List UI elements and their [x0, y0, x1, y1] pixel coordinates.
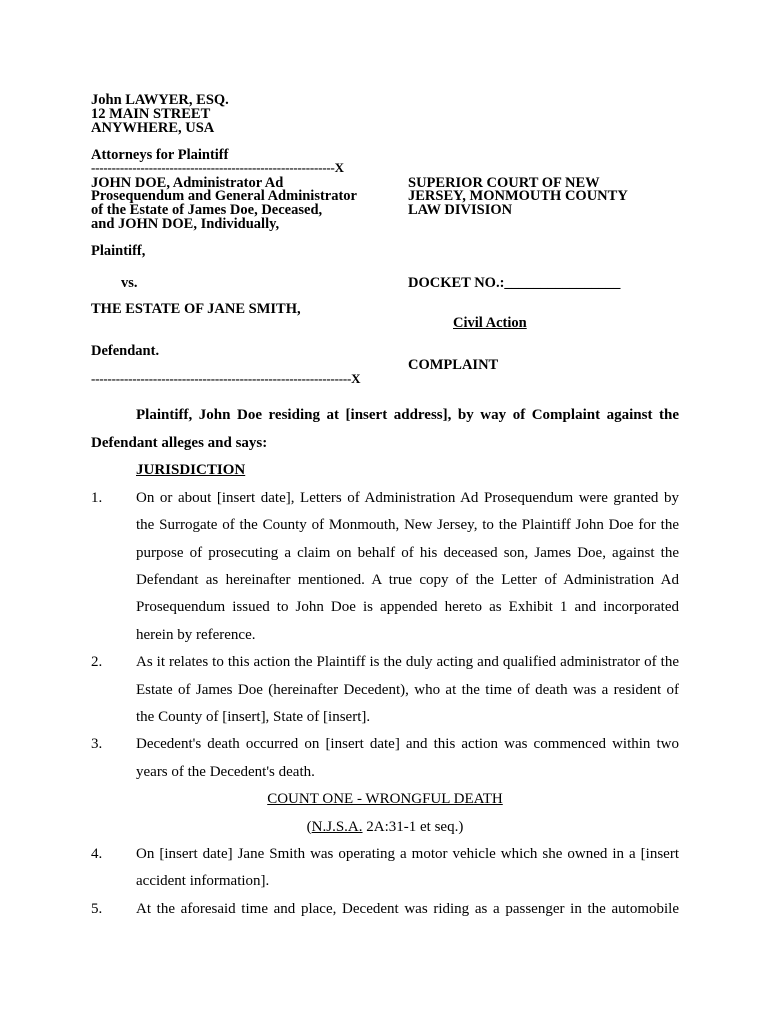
- intro-line-1: Plaintiff, John Doe residing at [insert address], by way of Complaint against the: [136, 407, 679, 423]
- plaintiff-line-4: and JOHN DOE, Individually,: [91, 216, 280, 232]
- paragraph-1-line-2: the Surrogate of the County of Monmouth, New Jersey, to the Plaintiff John Doe for the: [136, 517, 679, 533]
- paragraph-5-number: 5.: [91, 901, 103, 917]
- count-one-statute: [91, 819, 679, 836]
- plaintiff-line-2: Prosequendum and General Administrator: [91, 188, 357, 204]
- count-one-heading: COUNT ONE - WRONGFUL DEATH: [267, 791, 503, 807]
- caption-dash-bottom: ---------------------------------------------------------------X: [91, 371, 361, 386]
- attorney-name: John LAWYER, ESQ.: [91, 92, 229, 108]
- paragraph-3-number: 3.: [91, 736, 103, 752]
- paragraph-1-number: 1.: [91, 490, 103, 506]
- court-line-2: JERSEY, MONMOUTH COUNTY: [408, 188, 628, 204]
- paragraph-1-line-1: On or about [insert date], Letters of Administration Ad Prosequendum were granted by: [136, 490, 679, 506]
- paragraph-1-line-6: herein by reference.: [136, 627, 256, 643]
- statute-open: (: [306, 819, 312, 835]
- jurisdiction-heading: JURISDICTION: [136, 462, 246, 478]
- attorney-city: ANYWHERE, USA: [91, 120, 215, 136]
- paragraph-5-line-1: At the aforesaid time and place, Decedent was riding as a passenger in the automobile: [136, 901, 679, 917]
- defendant-name: THE ESTATE OF JANE SMITH,: [91, 301, 301, 317]
- paragraph-1-line-5: Prosequendum issued to John Doe is appended hereto as Exhibit 1 and incorporated: [136, 599, 679, 615]
- caption-dash-top: -----------------------------------------------------------X: [91, 160, 344, 175]
- docket-number: DOCKET NO.:________________: [408, 275, 621, 291]
- statute-rest: 2A:31-1 et seq.): [362, 819, 464, 835]
- paragraph-2-line-2: Estate of James Doe (hereinafter Decedent), who at the time of death was a resident of: [136, 682, 679, 698]
- statute-abbr: N.J.S.A.: [311, 819, 363, 835]
- paragraph-4-line-1: On [insert date] Jane Smith was operating a motor vehicle which she owned in a [insert: [136, 846, 679, 862]
- attorney-street: 12 MAIN STREET: [91, 106, 211, 122]
- intro-line-2: Defendant alleges and says:: [91, 435, 268, 451]
- attorney-role: Attorneys for Plaintiff: [91, 147, 229, 163]
- paragraph-3-line-2: years of the Decedent's death.: [136, 764, 315, 780]
- court-line-3: LAW DIVISION: [408, 202, 513, 218]
- civil-action: Civil Action: [453, 315, 527, 331]
- paragraph-1-line-3: purpose of prosecuting a claim on behalf of his deceased son, James Doe, against the: [136, 545, 679, 561]
- paragraph-4-line-2: accident information].: [136, 873, 270, 889]
- paragraph-3-line-1: Decedent's death occurred on [insert date] and this action was commenced within two: [136, 736, 679, 752]
- defendant-label: Defendant.: [91, 343, 160, 359]
- paragraph-2-line-3: the County of [insert], State of [insert].: [136, 709, 371, 725]
- versus: vs.: [121, 275, 138, 291]
- court-line-1: SUPERIOR COURT OF NEW: [408, 175, 600, 191]
- document-type: COMPLAINT: [408, 357, 499, 373]
- paragraph-2-line-1: As it relates to this action the Plaintiff is the duly acting and qualified administrator of the: [136, 654, 679, 670]
- paragraph-4-number: 4.: [91, 846, 103, 862]
- paragraph-1-line-4: Defendant as hereinafter mentioned. A true copy of the Letter of Administration Ad: [136, 572, 679, 588]
- plaintiff-line-1: JOHN DOE, Administrator Ad: [91, 175, 284, 191]
- plaintiff-line-3: of the Estate of James Doe, Deceased,: [91, 202, 323, 218]
- paragraph-2-number: 2.: [91, 654, 103, 670]
- plaintiff-label: Plaintiff,: [91, 243, 146, 259]
